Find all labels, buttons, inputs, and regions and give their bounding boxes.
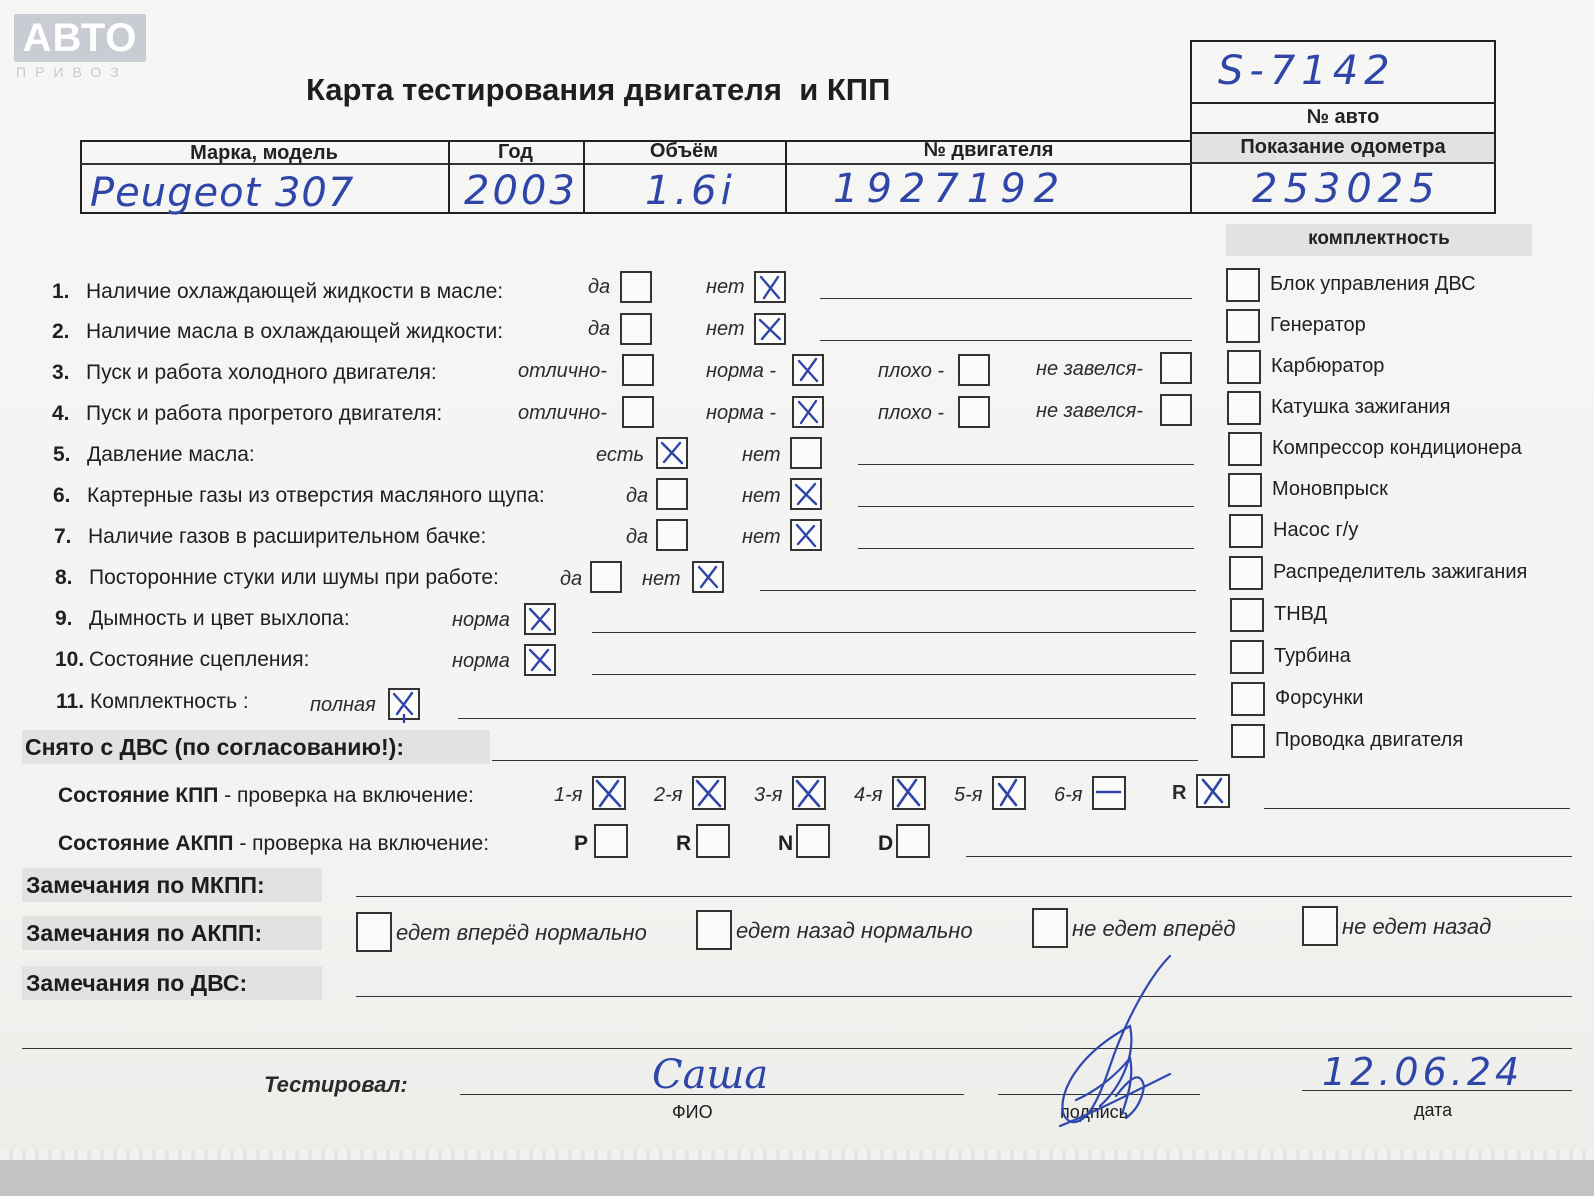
item-3-opt-nostart: не завелся- bbox=[1036, 358, 1143, 380]
item-8-checkbox-da[interactable] bbox=[590, 561, 622, 593]
kpp-gear-2: 2-я bbox=[654, 784, 683, 806]
kpp-checkbox-5[interactable] bbox=[992, 776, 1026, 810]
compl-checkbox-4[interactable] bbox=[1227, 391, 1261, 425]
item-1-opt-da: да bbox=[588, 276, 611, 298]
scan-background bbox=[0, 1160, 1594, 1196]
check-mark-icon bbox=[792, 521, 820, 549]
item-6-opt-net: нет bbox=[742, 485, 781, 507]
item-3-checkbox-nostart[interactable] bbox=[1160, 352, 1192, 384]
check-mark-icon bbox=[694, 778, 722, 806]
kpp-checkbox-6[interactable] bbox=[1092, 776, 1126, 810]
compl-label-8: Распределитель зажигания bbox=[1273, 561, 1528, 583]
check-mark-icon bbox=[390, 690, 418, 718]
car-number-value: S-7142 bbox=[1218, 48, 1396, 94]
item-6-number: 6. bbox=[53, 484, 71, 507]
compl-label-2: Генератор bbox=[1270, 314, 1366, 336]
akpp-remark-opt-3: не едет вперёд bbox=[1072, 916, 1236, 941]
akpp-label-rest: - проверка на включение: bbox=[233, 832, 490, 855]
kpp-gear-3: 3-я bbox=[754, 784, 783, 806]
item-2-number: 2. bbox=[52, 320, 70, 343]
check-mark-icon bbox=[894, 778, 922, 806]
value-volume: 1.6i bbox=[645, 168, 736, 214]
check-mark-icon bbox=[526, 646, 554, 674]
akpp-gear-n: N bbox=[778, 832, 794, 855]
item-6-checkbox-net[interactable] bbox=[790, 478, 822, 510]
logo-main: АВТО bbox=[14, 14, 146, 62]
item-5-label: Давление масла: bbox=[87, 443, 255, 466]
remarks-dvs-label: Замечания по ДВС: bbox=[26, 970, 248, 996]
kpp-checkbox-r[interactable] bbox=[1196, 774, 1230, 808]
kpp-checkbox-4[interactable] bbox=[892, 776, 926, 810]
item-4-checkbox-normal[interactable] bbox=[792, 396, 824, 428]
value-odometer: 253025 bbox=[1252, 166, 1441, 212]
fio-caption: ФИО bbox=[672, 1102, 713, 1122]
item-4-checkbox-excellent[interactable] bbox=[622, 396, 654, 428]
akpp-remark-opt-2: едет назад нормально bbox=[736, 918, 973, 943]
item-7-opt-da: да bbox=[626, 526, 649, 548]
check-mark-icon bbox=[794, 398, 822, 426]
item-9-checkbox-norm[interactable] bbox=[524, 603, 556, 635]
car-number-label: № авто bbox=[1306, 106, 1380, 128]
compl-checkbox-3[interactable] bbox=[1227, 350, 1261, 384]
kpp-label bbox=[58, 784, 474, 808]
compl-label-4: Катушка зажигания bbox=[1271, 396, 1451, 418]
item-7-number: 7. bbox=[54, 525, 72, 548]
logo bbox=[14, 14, 146, 84]
item-4-checkbox-nostart[interactable] bbox=[1160, 394, 1192, 426]
item-2-note-line bbox=[820, 340, 1192, 341]
kpp-label-rest: - проверка на включение: bbox=[218, 784, 474, 807]
item-7-label: Наличие газов в расширительном бачке: bbox=[88, 525, 487, 548]
removed-label: Снято с ДВС (по согласованию!): bbox=[25, 734, 404, 760]
compl-checkbox-1[interactable] bbox=[1226, 268, 1260, 302]
value-year: 2003 bbox=[464, 168, 578, 214]
compl-checkbox-8[interactable] bbox=[1229, 556, 1263, 590]
check-mark-icon bbox=[694, 563, 722, 591]
item-3-opt-normal: норма - bbox=[706, 360, 777, 382]
akpp-gear-d: D bbox=[878, 832, 894, 855]
remarks-mkpp-label: Замечания по МКПП: bbox=[26, 872, 265, 898]
item-8-checkbox-net[interactable] bbox=[692, 561, 724, 593]
completeness-title: комплектность bbox=[1308, 228, 1450, 249]
item-11-number: 11. bbox=[56, 690, 85, 713]
item-5-checkbox-no[interactable] bbox=[790, 437, 822, 469]
item-7-checkbox-da[interactable] bbox=[656, 519, 688, 551]
item-10-number: 10. bbox=[55, 648, 85, 671]
header-volume: Объём bbox=[649, 140, 719, 162]
item-8-note-line bbox=[760, 590, 1196, 591]
tester-name: Саша bbox=[652, 1052, 769, 1098]
akpp-checkbox-p[interactable] bbox=[594, 824, 628, 858]
item-8-opt-net: нет bbox=[642, 568, 681, 590]
item-2-label: Наличие масла в охлаждающей жидкости: bbox=[86, 320, 504, 343]
item-1-number: 1. bbox=[52, 280, 70, 303]
check-mark-icon bbox=[526, 605, 554, 633]
compl-label-1: Блок управления ДВС bbox=[1270, 273, 1476, 295]
compl-checkbox-11[interactable] bbox=[1231, 682, 1265, 716]
item-9-note-line bbox=[592, 632, 1196, 633]
compl-checkbox-10[interactable] bbox=[1230, 640, 1264, 674]
akpp-label-bold: Состояние АКПП bbox=[58, 832, 234, 855]
compl-label-12: Проводка двигателя bbox=[1275, 729, 1464, 751]
item-6-label: Картерные газы из отверстия масляного щупа: bbox=[87, 484, 545, 507]
item-4-opt-nostart: не завелся- bbox=[1036, 400, 1143, 422]
item-11-label: Комплектность : bbox=[90, 690, 249, 713]
item-9-opt-norm: норма bbox=[452, 609, 510, 631]
item-3-checkbox-normal[interactable] bbox=[792, 354, 824, 386]
item-9-number: 9. bbox=[55, 607, 73, 630]
item-4-number: 4. bbox=[52, 402, 70, 425]
compl-checkbox-5[interactable] bbox=[1228, 432, 1262, 466]
item-4-opt-normal: норма - bbox=[706, 402, 777, 424]
item-3-number: 3. bbox=[52, 361, 70, 384]
item-5-note-line bbox=[858, 464, 1194, 465]
header-engine: № двигателя bbox=[923, 139, 1054, 161]
kpp-checkbox-3[interactable] bbox=[792, 776, 826, 810]
kpp-gear-4: 4-я bbox=[854, 784, 883, 806]
akpp-remark-opt-4: не едет назад bbox=[1342, 914, 1492, 939]
item-1-checkbox-net[interactable] bbox=[754, 271, 786, 303]
item-4-opt-excellent: отлично- bbox=[518, 402, 607, 424]
item-6-checkbox-da[interactable] bbox=[656, 478, 688, 510]
compl-label-9: ТНВД bbox=[1274, 603, 1328, 625]
item-5-opt-yes: есть bbox=[596, 444, 645, 466]
remarks-mkpp-line bbox=[356, 896, 1572, 897]
check-mark-icon bbox=[594, 778, 622, 806]
remarks-dvs-line-2 bbox=[22, 1048, 1572, 1049]
item-1-opt-net: нет bbox=[706, 276, 745, 298]
item-3-checkbox-bad[interactable] bbox=[958, 354, 990, 386]
akpp-checkbox-n[interactable] bbox=[796, 824, 830, 858]
check-mark-icon bbox=[794, 778, 822, 806]
item-10-checkbox-norm[interactable] bbox=[524, 644, 556, 676]
check-mark-icon bbox=[792, 480, 820, 508]
value-engine: 1927192 bbox=[833, 166, 1068, 212]
kpp-gear-5: 5-я bbox=[954, 784, 983, 806]
compl-checkbox-2[interactable] bbox=[1226, 309, 1260, 343]
item-11-checkbox-full[interactable] bbox=[388, 688, 420, 720]
item-1-checkbox-da[interactable] bbox=[620, 271, 652, 303]
item-1-note-line bbox=[820, 298, 1192, 299]
item-1-label: Наличие охлаждающей жидкости в масле: bbox=[86, 280, 504, 303]
item-6-opt-da: да bbox=[626, 485, 649, 507]
item-6-note-line bbox=[858, 506, 1194, 507]
item-4-checkbox-bad[interactable] bbox=[958, 396, 990, 428]
kpp-checkbox-1[interactable] bbox=[592, 776, 626, 810]
signature-scribble bbox=[1030, 946, 1190, 1136]
akpp-checkbox-d[interactable] bbox=[896, 824, 930, 858]
akpp-remark-checkbox-4[interactable] bbox=[1302, 906, 1338, 946]
akpp-gear-p: P bbox=[574, 832, 589, 855]
item-5-checkbox-yes[interactable] bbox=[656, 437, 688, 469]
item-4-opt-bad: плохо - bbox=[878, 402, 945, 424]
kpp-gear-r: R bbox=[1172, 782, 1187, 804]
item-7-note-line bbox=[858, 548, 1194, 549]
compl-checkbox-6[interactable] bbox=[1228, 473, 1262, 507]
value-brand: Peugeot 307 bbox=[90, 170, 355, 216]
item-5-number: 5. bbox=[53, 443, 71, 466]
tested-by-label: Тестировал: bbox=[264, 1072, 408, 1097]
akpp-gear-r: R bbox=[676, 832, 692, 855]
removed-line bbox=[492, 760, 1198, 761]
date-line bbox=[1302, 1090, 1572, 1091]
akpp-remark-checkbox-3[interactable] bbox=[1032, 908, 1068, 948]
compl-label-6: Моновпрыск bbox=[1272, 478, 1388, 500]
header-brand: Марка, модель bbox=[190, 142, 338, 164]
fio-line bbox=[460, 1094, 964, 1095]
item-3-opt-bad: плохо - bbox=[878, 360, 945, 382]
item-3-label: Пуск и работа холодного двигателя: bbox=[86, 361, 437, 384]
item-3-checkbox-excellent[interactable] bbox=[622, 354, 654, 386]
compl-label-7: Насос г/у bbox=[1273, 519, 1359, 541]
compl-label-11: Форсунки bbox=[1275, 687, 1364, 709]
item-9-label: Дымность и цвет выхлопа: bbox=[89, 607, 350, 630]
item-10-opt-norm: норма bbox=[452, 650, 510, 672]
item-2-opt-net: нет bbox=[706, 318, 745, 340]
item-2-checkbox-net[interactable] bbox=[754, 313, 786, 345]
dash-mark-icon bbox=[1094, 778, 1122, 806]
check-mark-icon bbox=[1198, 776, 1226, 804]
compl-label-3: Карбюратор bbox=[1271, 355, 1385, 377]
item-3-opt-excellent: отлично- bbox=[518, 360, 607, 382]
item-11-note-line bbox=[458, 718, 1196, 719]
item-2-checkbox-da[interactable] bbox=[620, 313, 652, 345]
item-10-note-line bbox=[592, 674, 1196, 675]
kpp-label-bold: Состояние КПП bbox=[58, 784, 219, 807]
check-mark-icon bbox=[756, 273, 784, 301]
item-10-label: Состояние сцепления: bbox=[89, 648, 310, 671]
item-7-opt-net: нет bbox=[742, 526, 781, 548]
logo-sub: ПРИВОЗ bbox=[16, 64, 128, 80]
check-mark-icon bbox=[658, 439, 686, 467]
item-8-label: Посторонние стуки или шумы при работе: bbox=[89, 566, 499, 589]
odometer-divider bbox=[1190, 162, 1496, 164]
akpp-remark-checkbox-2[interactable] bbox=[696, 910, 732, 950]
item-2-opt-da: да bbox=[588, 318, 611, 340]
header-year: Год bbox=[498, 141, 533, 163]
compl-label-5: Компрессор кондиционера bbox=[1272, 437, 1522, 459]
item-7-checkbox-net[interactable] bbox=[790, 519, 822, 551]
compl-checkbox-9[interactable] bbox=[1230, 598, 1264, 632]
akpp-label bbox=[58, 832, 489, 856]
odometer-label: Показание одометра bbox=[1240, 136, 1446, 158]
page-title: Карта тестирования двигателя и КПП bbox=[306, 72, 891, 107]
test-date: 12.06.24 bbox=[1322, 1050, 1524, 1094]
check-mark-icon bbox=[756, 315, 784, 343]
remarks-dvs-line bbox=[356, 996, 1572, 997]
akpp-note-line bbox=[966, 856, 1572, 857]
date-caption: дата bbox=[1414, 1100, 1453, 1120]
check-mark-icon bbox=[794, 356, 822, 384]
kpp-checkbox-2[interactable] bbox=[692, 776, 726, 810]
kpp-note-line bbox=[1264, 808, 1570, 809]
item-4-label: Пуск и работа прогретого двигателя: bbox=[86, 402, 443, 425]
compl-checkbox-12[interactable] bbox=[1231, 724, 1265, 758]
akpp-remark-opt-1: едет вперёд нормально bbox=[396, 920, 647, 945]
item-8-opt-da: да bbox=[560, 568, 583, 590]
item-8-number: 8. bbox=[55, 566, 73, 589]
kpp-gear-1: 1-я bbox=[554, 784, 583, 806]
compl-label-10: Турбина bbox=[1274, 645, 1351, 667]
item-11-opt-full: полная bbox=[310, 694, 376, 716]
compl-checkbox-7[interactable] bbox=[1229, 514, 1263, 548]
akpp-remark-checkbox-1[interactable] bbox=[356, 912, 392, 952]
item-5-opt-no: нет bbox=[742, 444, 781, 466]
kpp-gear-6: 6-я bbox=[1054, 784, 1083, 806]
check-mark-icon bbox=[994, 778, 1022, 806]
signature-caption: подпись bbox=[1060, 1102, 1129, 1122]
remarks-akpp-label: Замечания по АКПП: bbox=[26, 920, 263, 946]
akpp-checkbox-r[interactable] bbox=[696, 824, 730, 858]
